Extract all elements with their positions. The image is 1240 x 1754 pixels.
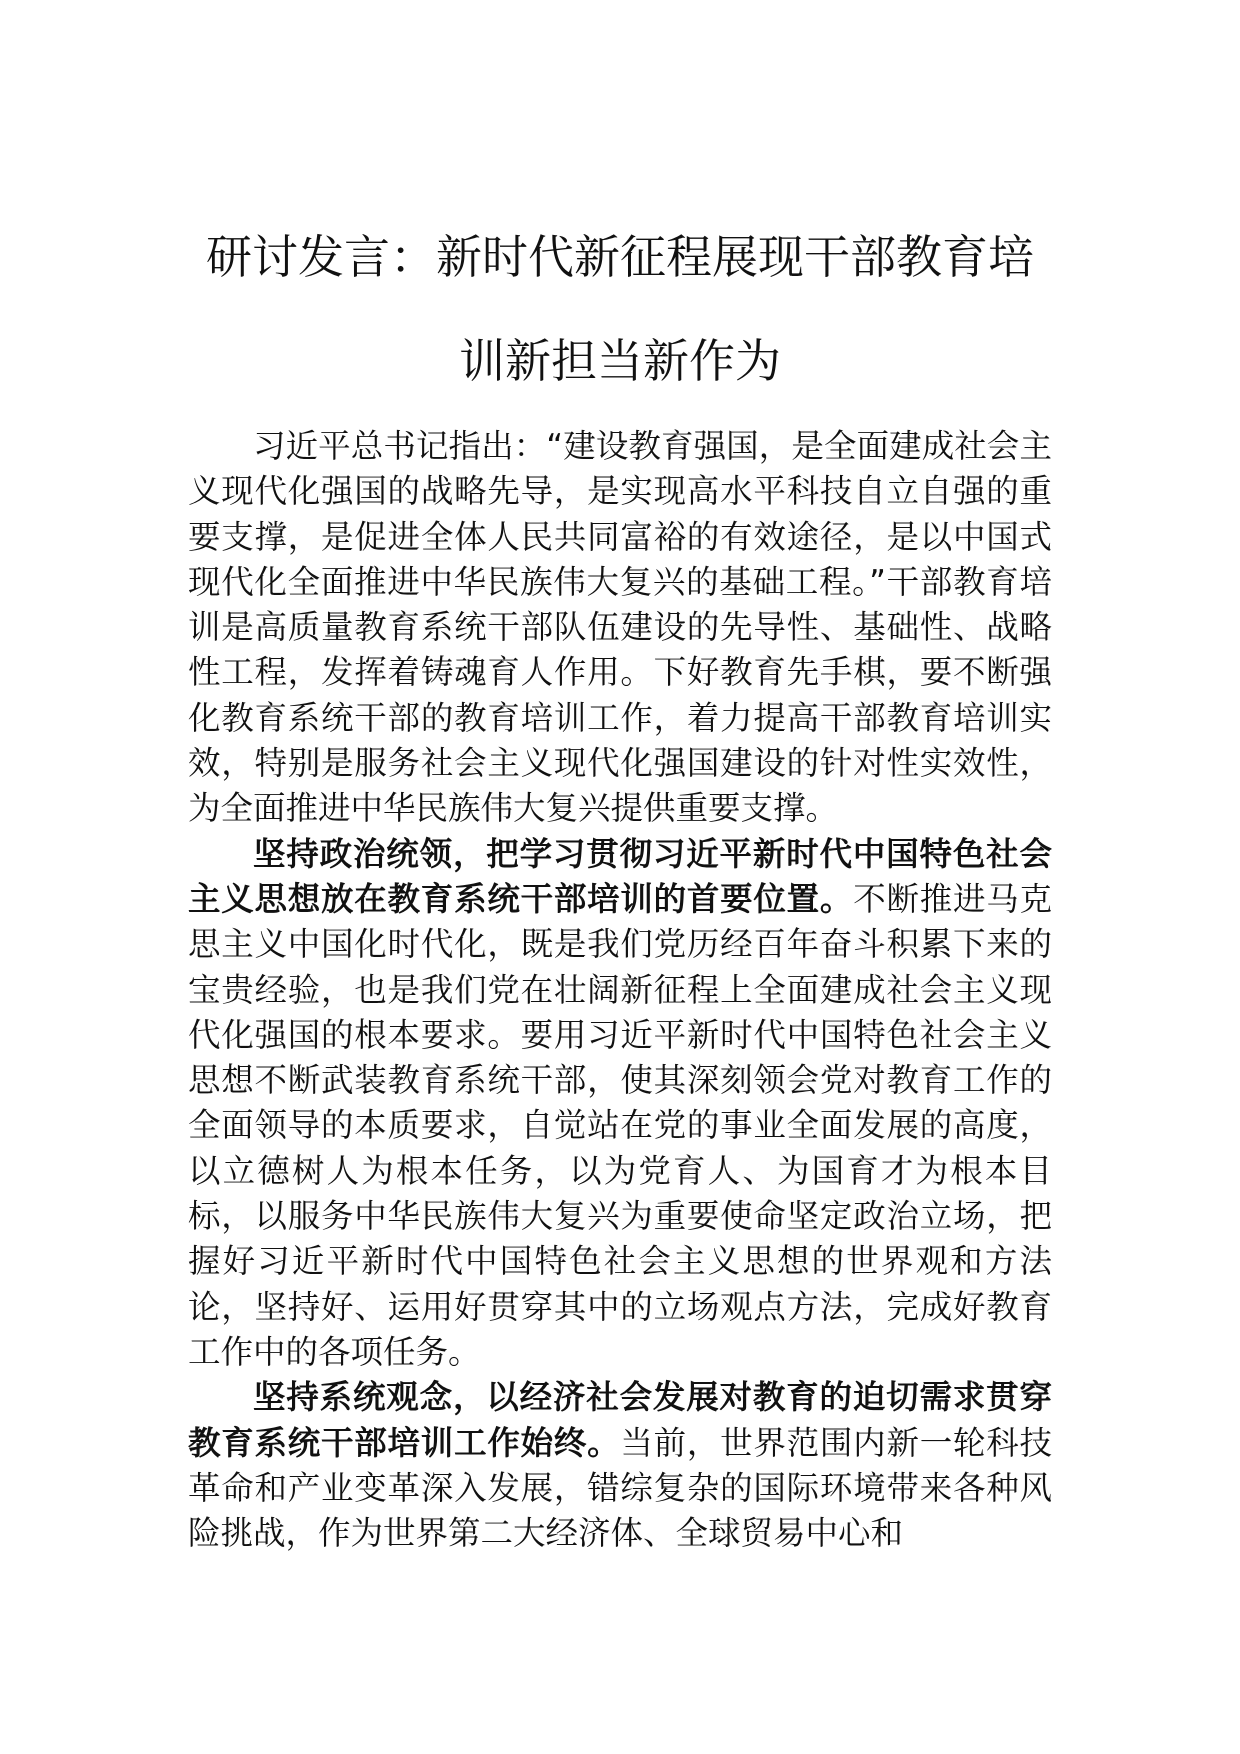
document-body bbox=[188, 424, 1052, 1556]
paragraph-text: 习近平总书记指出：“建设教育强国，是全面建成社会主义现代化强国的战略先导，是实现高水平科技自立自强的重要支撑，是促进全体人民共同富裕的有效途径，是以中国式现代化全面推进中华民族伟大复兴的基础工程。”干部教育培训是高质量教育系统干部队伍建设的先导性、基础性、战略性工程，发挥着铸魂育人作用。下好教育先手棋，要不断强化教育系统干部的教育培训工作，着力提高干部教育培训实效，特别是服务社会主义现代化强国建设的针对性实效性，为全面推进中华民族伟大复兴提供重要支撑。 bbox=[188, 427, 1052, 828]
document-title bbox=[190, 205, 1050, 413]
paragraph-text: 不断推进马克思主义中国化时代化，既是我们党历经百年奋斗积累下来的宝贵经验，也是我们党在壮阔新征程上全面建成社会主义现代化强国的根本要求。要用习近平新时代中国特色社会主义思想不断武装教育系统干部，使其深刻领会党对教育工作的全面领导的本质要求，自觉站在党的事业全面发展的高度，以立德树人为根本任务，以为党育人、为国育才为根本目标，以服务中华民族伟大复兴为重要使命坚定政治立场，把握好习近平新时代中国特色社会主义思想的世界观和方法论，坚持好、运用好贯穿其中的立场观点方法，完成好教育工作中的各项任务。 bbox=[188, 879, 1052, 1371]
paragraph-intro bbox=[188, 424, 1052, 832]
paragraph-text: 当前，世界范围内新一轮科技革命和产业变革深入发展，错综复杂的国际环境带来各种风险挑战，作为世界第二大经济体、全球贸易中心和 bbox=[188, 1423, 1052, 1553]
paragraph-lead-bold: 坚持政治统领，把学习贯彻习近平新时代中国特色社会主义思想放在教育系统干部培训的首要位置。 bbox=[188, 834, 1052, 918]
title-line-1: 研讨发言：新时代新征程展现干部教育培 bbox=[206, 230, 1034, 284]
title-line-2: 训新担当新作为 bbox=[459, 334, 781, 388]
paragraph-systems-view bbox=[188, 1375, 1052, 1556]
paragraph-political-leadership bbox=[188, 832, 1052, 1376]
paragraph-lead-bold: 坚持系统观念，以经济社会发展对教育的迫切需求贯穿教育系统干部培训工作始终。 bbox=[188, 1378, 1052, 1462]
